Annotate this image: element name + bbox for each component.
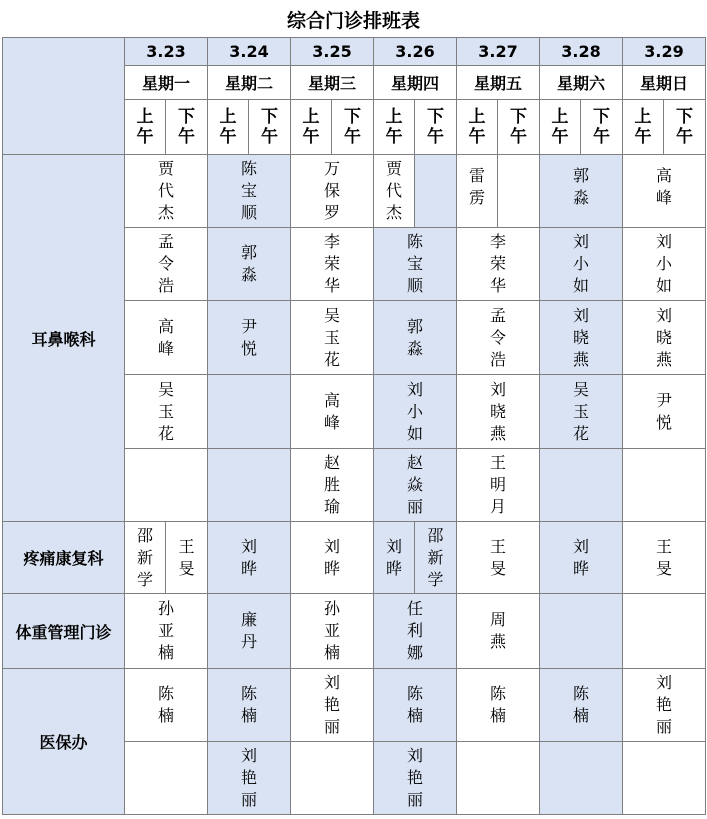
schedule-cell: 王旻 bbox=[457, 522, 540, 594]
schedule-cell-empty bbox=[125, 449, 208, 522]
am-header: 上午 bbox=[623, 100, 664, 155]
date-header: 3.28 bbox=[540, 38, 623, 66]
pm-header: 下午 bbox=[415, 100, 457, 155]
schedule-cell: 刘艳丽 bbox=[623, 669, 706, 742]
schedule-cell: 郭淼 bbox=[208, 228, 291, 301]
schedule-cell: 邵新学 bbox=[125, 522, 166, 594]
schedule-cell-empty bbox=[623, 742, 706, 815]
schedule-cell-empty bbox=[125, 742, 208, 815]
schedule-cell: 陈宝顺 bbox=[374, 228, 457, 301]
schedule-cell: 万保罗 bbox=[291, 155, 374, 228]
dept-ent-label: 耳鼻喉科 bbox=[3, 155, 125, 522]
schedule-cell: 孙亚楠 bbox=[291, 594, 374, 669]
dept-pain-label: 疼痛康复科 bbox=[3, 522, 125, 594]
corner-cell bbox=[3, 38, 125, 155]
schedule-cell-empty bbox=[540, 449, 623, 522]
schedule-cell: 李荣华 bbox=[291, 228, 374, 301]
schedule-cell: 刘晓燕 bbox=[540, 301, 623, 375]
date-header: 3.25 bbox=[291, 38, 374, 66]
am-header: 上午 bbox=[374, 100, 415, 155]
pm-header: 下午 bbox=[332, 100, 374, 155]
weekday-header: 星期一 bbox=[125, 66, 208, 100]
schedule-cell: 郭淼 bbox=[540, 155, 623, 228]
page-title: 综合门诊排班表 bbox=[286, 10, 420, 32]
schedule-cell-empty bbox=[415, 155, 457, 228]
date-header: 3.29 bbox=[623, 38, 706, 66]
pm-header: 下午 bbox=[664, 100, 706, 155]
schedule-cell: 刘晓燕 bbox=[623, 301, 706, 375]
schedule-cell: 刘晔 bbox=[540, 522, 623, 594]
schedule-cell: 高峰 bbox=[125, 301, 208, 375]
date-header: 3.23 bbox=[125, 38, 208, 66]
schedule-table bbox=[2, 37, 706, 815]
schedule-cell: 贾代杰 bbox=[125, 155, 208, 228]
schedule-cell: 廉丹 bbox=[208, 594, 291, 669]
dept-insurance-label: 医保办 bbox=[3, 669, 125, 815]
schedule-cell: 刘小如 bbox=[374, 375, 457, 449]
schedule-cell: 陈楠 bbox=[125, 669, 208, 742]
schedule-cell: 刘艳丽 bbox=[291, 669, 374, 742]
schedule-cell: 陈楠 bbox=[540, 669, 623, 742]
weekday-header: 星期二 bbox=[208, 66, 291, 100]
schedule-cell: 王明月 bbox=[457, 449, 540, 522]
pm-header: 下午 bbox=[166, 100, 208, 155]
schedule-cell: 孙亚楠 bbox=[125, 594, 208, 669]
pm-header: 下午 bbox=[498, 100, 540, 155]
schedule-cell-empty bbox=[623, 594, 706, 669]
schedule-cell: 孟令浩 bbox=[457, 301, 540, 375]
schedule-cell: 赵焱丽 bbox=[374, 449, 457, 522]
schedule-cell-empty bbox=[208, 449, 291, 522]
schedule-cell-empty bbox=[208, 375, 291, 449]
schedule-cell-empty bbox=[457, 742, 540, 815]
schedule-cell: 李荣华 bbox=[457, 228, 540, 301]
schedule-cell: 刘小如 bbox=[540, 228, 623, 301]
weekday-header: 星期三 bbox=[291, 66, 374, 100]
am-header: 上午 bbox=[291, 100, 332, 155]
schedule-cell: 刘晔 bbox=[208, 522, 291, 594]
am-header: 上午 bbox=[208, 100, 249, 155]
weekday-header: 星期六 bbox=[540, 66, 623, 100]
schedule-cell: 陈宝顺 bbox=[208, 155, 291, 228]
schedule-cell-empty bbox=[291, 742, 374, 815]
schedule-cell: 刘艳丽 bbox=[208, 742, 291, 815]
pm-header: 下午 bbox=[581, 100, 623, 155]
schedule-cell: 孟令浩 bbox=[125, 228, 208, 301]
weekday-header: 星期五 bbox=[457, 66, 540, 100]
schedule-cell: 吴玉花 bbox=[540, 375, 623, 449]
date-header: 3.24 bbox=[208, 38, 291, 66]
weekday-header: 星期日 bbox=[623, 66, 706, 100]
schedule-cell: 贾代杰 bbox=[374, 155, 415, 228]
schedule-cell: 高峰 bbox=[291, 375, 374, 449]
schedule-cell: 尹悦 bbox=[623, 375, 706, 449]
date-header: 3.27 bbox=[457, 38, 540, 66]
schedule-cell: 刘艳丽 bbox=[374, 742, 457, 815]
schedule-cell: 周燕 bbox=[457, 594, 540, 669]
schedule-cell: 吴玉花 bbox=[125, 375, 208, 449]
schedule-cell: 邵新学 bbox=[415, 522, 457, 594]
schedule-cell-empty bbox=[623, 449, 706, 522]
dept-weight-label: 体重管理门诊 bbox=[3, 594, 125, 669]
schedule-cell: 刘小如 bbox=[623, 228, 706, 301]
schedule-cell: 高峰 bbox=[623, 155, 706, 228]
schedule-cell: 刘晓燕 bbox=[457, 375, 540, 449]
schedule-cell: 雷雳 bbox=[457, 155, 498, 228]
schedule-cell-empty bbox=[540, 742, 623, 815]
schedule-cell-empty bbox=[498, 155, 540, 228]
schedule-cell: 郭淼 bbox=[374, 301, 457, 375]
am-header: 上午 bbox=[457, 100, 498, 155]
schedule-cell: 刘晔 bbox=[291, 522, 374, 594]
schedule-cell: 王旻 bbox=[623, 522, 706, 594]
pm-header: 下午 bbox=[249, 100, 291, 155]
schedule-cell-empty bbox=[540, 594, 623, 669]
schedule-cell: 吴玉花 bbox=[291, 301, 374, 375]
am-header: 上午 bbox=[125, 100, 166, 155]
schedule-cell: 尹悦 bbox=[208, 301, 291, 375]
schedule-cell: 陈楠 bbox=[208, 669, 291, 742]
schedule-cell: 陈楠 bbox=[374, 669, 457, 742]
schedule-cell: 王旻 bbox=[166, 522, 208, 594]
schedule-cell: 任利娜 bbox=[374, 594, 457, 669]
schedule-cell: 陈楠 bbox=[457, 669, 540, 742]
weekday-header: 星期四 bbox=[374, 66, 457, 100]
am-header: 上午 bbox=[540, 100, 581, 155]
schedule-cell: 刘晔 bbox=[374, 522, 415, 594]
date-header: 3.26 bbox=[374, 38, 457, 66]
schedule-cell: 赵胜瑜 bbox=[291, 449, 374, 522]
